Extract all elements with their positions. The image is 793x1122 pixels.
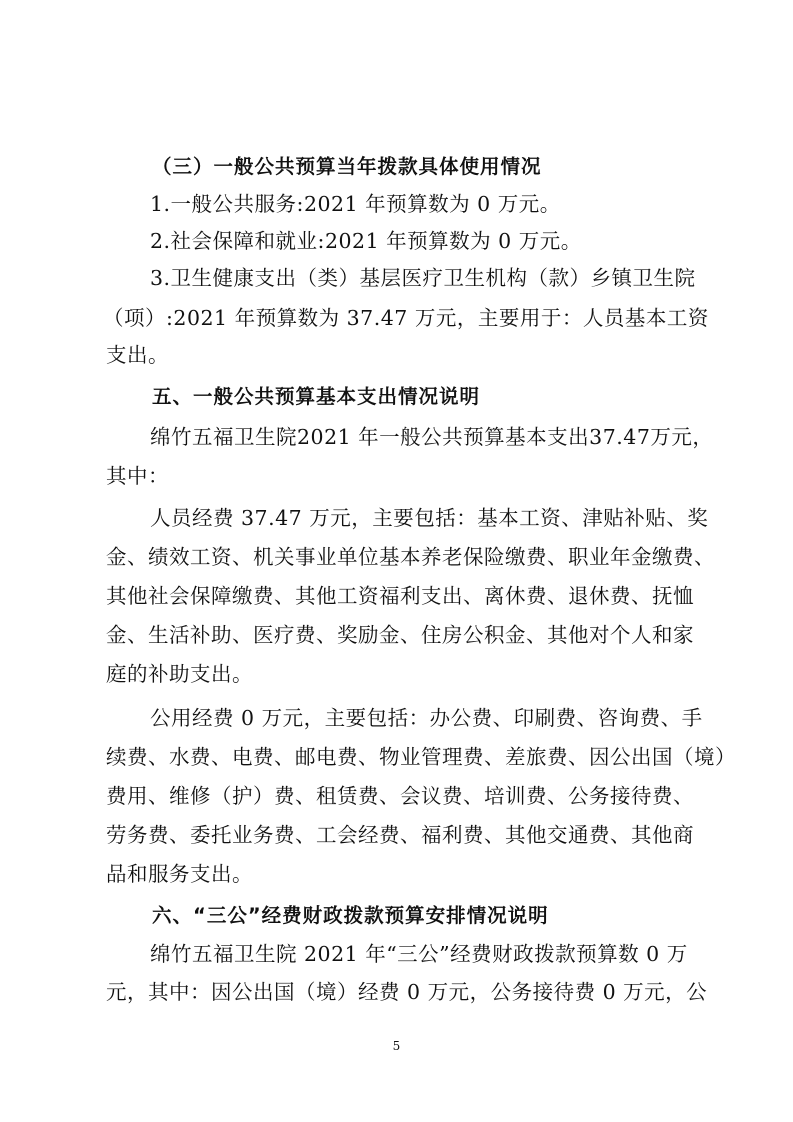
section5-para3-line2: 续费、水费、电费、邮电费、物业管理费、差旅费、因公出国（境） xyxy=(106,745,736,769)
section3-item3-line1: 3.卫生健康支出（类）基层医疗卫生机构（款）乡镇卫生院 xyxy=(150,266,696,290)
section5-para2-line1: 人员经费 37.47 万元，主要包括：基本工资、津贴补贴、奖 xyxy=(150,506,709,530)
section3-heading: （三）一般公共预算当年拨款具体使用情况 xyxy=(152,155,542,178)
section3-item3-line3: 支出。 xyxy=(106,343,169,367)
section5-para3-line5: 品和服务支出。 xyxy=(106,862,253,886)
section5-para3-line1: 公用经费 0 万元，主要包括：办公费、印刷费、咨询费、手 xyxy=(150,706,703,730)
section5-para2-line5: 庭的补助支出。 xyxy=(106,662,253,686)
section3-item1: 1.一般公共服务:2021 年预算数为 0 万元。 xyxy=(150,192,561,216)
section5-para2-line4: 金、生活补助、医疗费、奖励金、住房公积金、其他对个人和家 xyxy=(106,623,694,647)
section3-item3-line2: （项）:2021 年预算数为 37.47 万元，主要用于：人员基本工资 xyxy=(103,306,709,330)
section5-para2-line2: 金、绩效工资、机关事业单位基本养老保险缴费、职业年金缴费、 xyxy=(106,545,715,569)
section3-item2: 2.社会保障和就业:2021 年预算数为 0 万元。 xyxy=(150,229,582,253)
section6-para-line2: 元，其中：因公出国（境）经费 0 万元，公务接待费 0 万元，公 xyxy=(106,980,708,1004)
section6-heading: 六、“三公”经费财政拨款预算安排情况说明 xyxy=(152,904,549,927)
section5-heading: 五、一般公共预算基本支出情况说明 xyxy=(152,385,481,408)
section5-para3-line3: 费用、维修（护）费、租赁费、会议费、培训费、公务接待费、 xyxy=(106,784,694,808)
section5-para3-line4: 劳务费、委托业务费、工会经费、福利费、其他交通费、其他商 xyxy=(106,823,694,847)
section6-para-line1: 绵竹五福卫生院 2021 年“三公”经费财政拨款预算数 0 万 xyxy=(150,942,688,966)
section5-para1-line2: 其中： xyxy=(106,464,169,488)
page-number: 5 xyxy=(392,1039,401,1053)
section5-para2-line3: 其他社会保障缴费、其他工资福利支出、离休费、退休费、抚恤 xyxy=(106,584,694,608)
section5-para1-line1: 绵竹五福卫生院2021 年一般公共预算基本支出37.47万元， xyxy=(150,425,714,449)
